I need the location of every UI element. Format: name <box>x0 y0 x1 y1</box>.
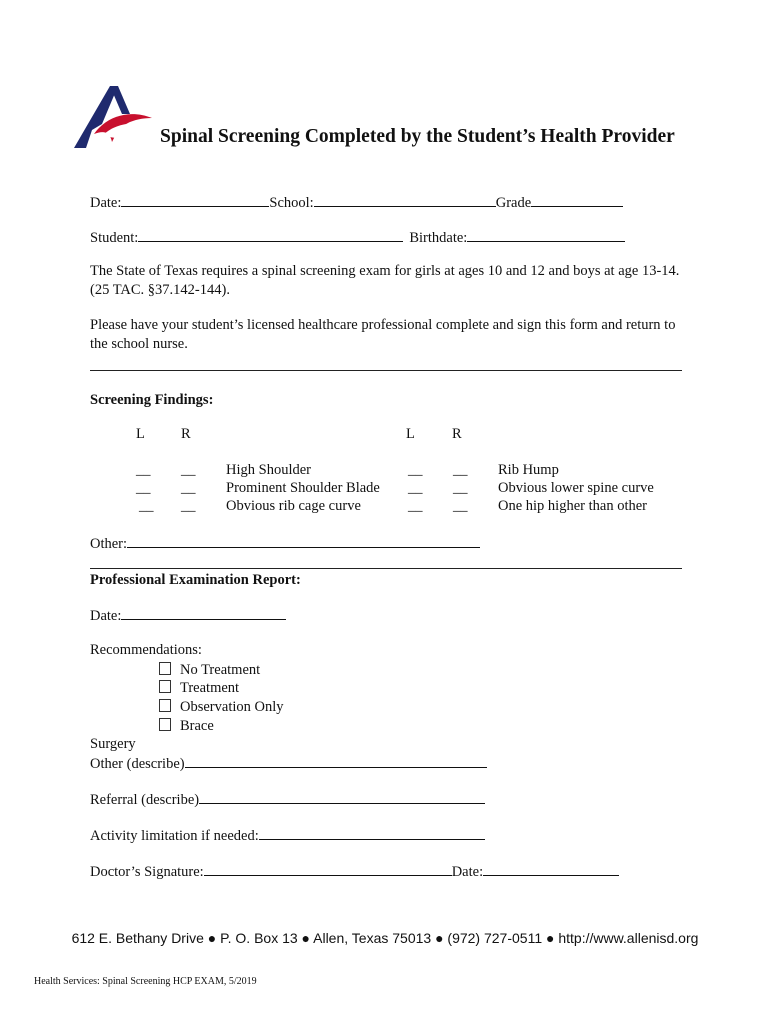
activity-limitation-blank[interactable] <box>259 826 485 840</box>
mark-blank[interactable]: __ <box>181 498 196 514</box>
student-label: Student: <box>90 230 139 246</box>
other-label: Other: <box>90 536 128 552</box>
date-blank[interactable] <box>121 193 269 207</box>
birthdate-label: Birthdate: <box>409 230 468 246</box>
mark-blank[interactable]: __ <box>453 462 468 478</box>
mark-blank[interactable]: __ <box>136 480 151 496</box>
other-describe-blank[interactable] <box>185 754 487 768</box>
divider <box>90 370 682 371</box>
footer-address: 612 E. Bethany Drive ● P. O. Box 13 ● Allen, Texas 75013 ● (972) 727-0511 ● http://www.allenisd.org <box>71 930 699 946</box>
mark-blank[interactable]: __ <box>139 498 154 514</box>
finding-high-shoulder: High Shoulder <box>226 462 311 478</box>
signature-field[interactable] <box>90 862 619 881</box>
mark-blank[interactable]: __ <box>181 462 196 478</box>
referral-field[interactable] <box>90 790 485 809</box>
mark-blank[interactable]: __ <box>453 480 468 496</box>
report-date-label: Date: <box>90 608 122 624</box>
student-field[interactable] <box>90 228 625 247</box>
checkbox[interactable] <box>159 680 171 693</box>
finding-hip-higher: One hip higher than other <box>498 498 647 514</box>
school-label: School: <box>269 195 314 211</box>
mark-blank[interactable]: __ <box>136 462 151 478</box>
mark-blank[interactable]: __ <box>181 480 196 496</box>
grade-blank[interactable] <box>531 193 623 207</box>
mark-blank[interactable]: __ <box>408 462 423 478</box>
page-title: Spinal Screening Completed by the Student’s Health Provider <box>160 126 675 147</box>
option-treatment[interactable] <box>159 680 239 697</box>
signature-blank[interactable] <box>204 862 452 876</box>
referral-blank[interactable] <box>199 790 485 804</box>
mark-blank[interactable]: __ <box>408 498 423 514</box>
checkbox[interactable] <box>159 718 171 731</box>
activity-limitation-label: Activity limitation if needed: <box>90 828 259 844</box>
col-right-header: R <box>181 426 191 442</box>
school-blank[interactable] <box>314 193 496 207</box>
col-left-header: L <box>136 426 145 442</box>
col-right-header: R <box>452 426 462 442</box>
date-label: Date: <box>90 195 122 211</box>
report-date-blank[interactable] <box>121 606 286 620</box>
recommendations-label: Recommendations: <box>90 642 202 658</box>
checkbox[interactable] <box>159 699 171 712</box>
instructions-text: Please have your student’s licensed healthcare professional complete and sign this form and return to the school nurse. <box>90 317 676 352</box>
divider <box>90 568 682 569</box>
other-describe-label: Other (describe) <box>90 756 185 772</box>
state-requirement-text: The State of Texas requires a spinal screening exam for girls at ages 10 and 12 and boys at age 13-14. (25 TAC. §37.142-144). <box>90 263 680 298</box>
signature-date-blank[interactable] <box>483 862 619 876</box>
surgery-label: Surgery <box>90 736 136 752</box>
finding-lower-spine-curve: Obvious lower spine curve <box>498 480 654 496</box>
finding-rib-cage-curve: Obvious rib cage curve <box>226 498 361 514</box>
option-label: Treatment <box>180 680 240 696</box>
checkbox[interactable] <box>159 662 171 675</box>
option-brace[interactable] <box>159 718 214 735</box>
report-date-field[interactable] <box>90 606 286 625</box>
signature-label: Doctor’s Signature: <box>90 864 204 880</box>
mark-blank[interactable]: __ <box>453 498 468 514</box>
other-field[interactable] <box>90 534 480 553</box>
grade-label: Grade <box>495 195 532 211</box>
birthdate-blank[interactable] <box>467 228 625 242</box>
report-heading: Professional Examination Report: <box>90 572 301 588</box>
findings-heading: Screening Findings: <box>90 392 214 408</box>
date-field[interactable] <box>90 193 623 212</box>
option-label: Brace <box>180 718 214 734</box>
allen-isd-logo <box>72 84 154 150</box>
footer-note: Health Services: Spinal Screening HCP EXAM, 5/2019 <box>34 976 257 987</box>
col-left-header: L <box>406 426 415 442</box>
referral-label: Referral (describe) <box>90 792 200 808</box>
other-blank[interactable] <box>127 534 480 548</box>
signature-date-label: Date: <box>451 864 484 880</box>
option-label: Observation Only <box>180 699 284 715</box>
option-no-treatment[interactable] <box>159 662 260 679</box>
activity-limitation-field[interactable] <box>90 826 485 845</box>
other-describe-field[interactable] <box>90 754 487 773</box>
mark-blank[interactable]: __ <box>408 480 423 496</box>
finding-prominent-shoulder-blade: Prominent Shoulder Blade <box>226 480 380 496</box>
option-label: No Treatment <box>180 662 261 678</box>
option-observation-only[interactable] <box>159 699 284 716</box>
student-blank[interactable] <box>138 228 403 242</box>
finding-rib-hump: Rib Hump <box>498 462 559 478</box>
